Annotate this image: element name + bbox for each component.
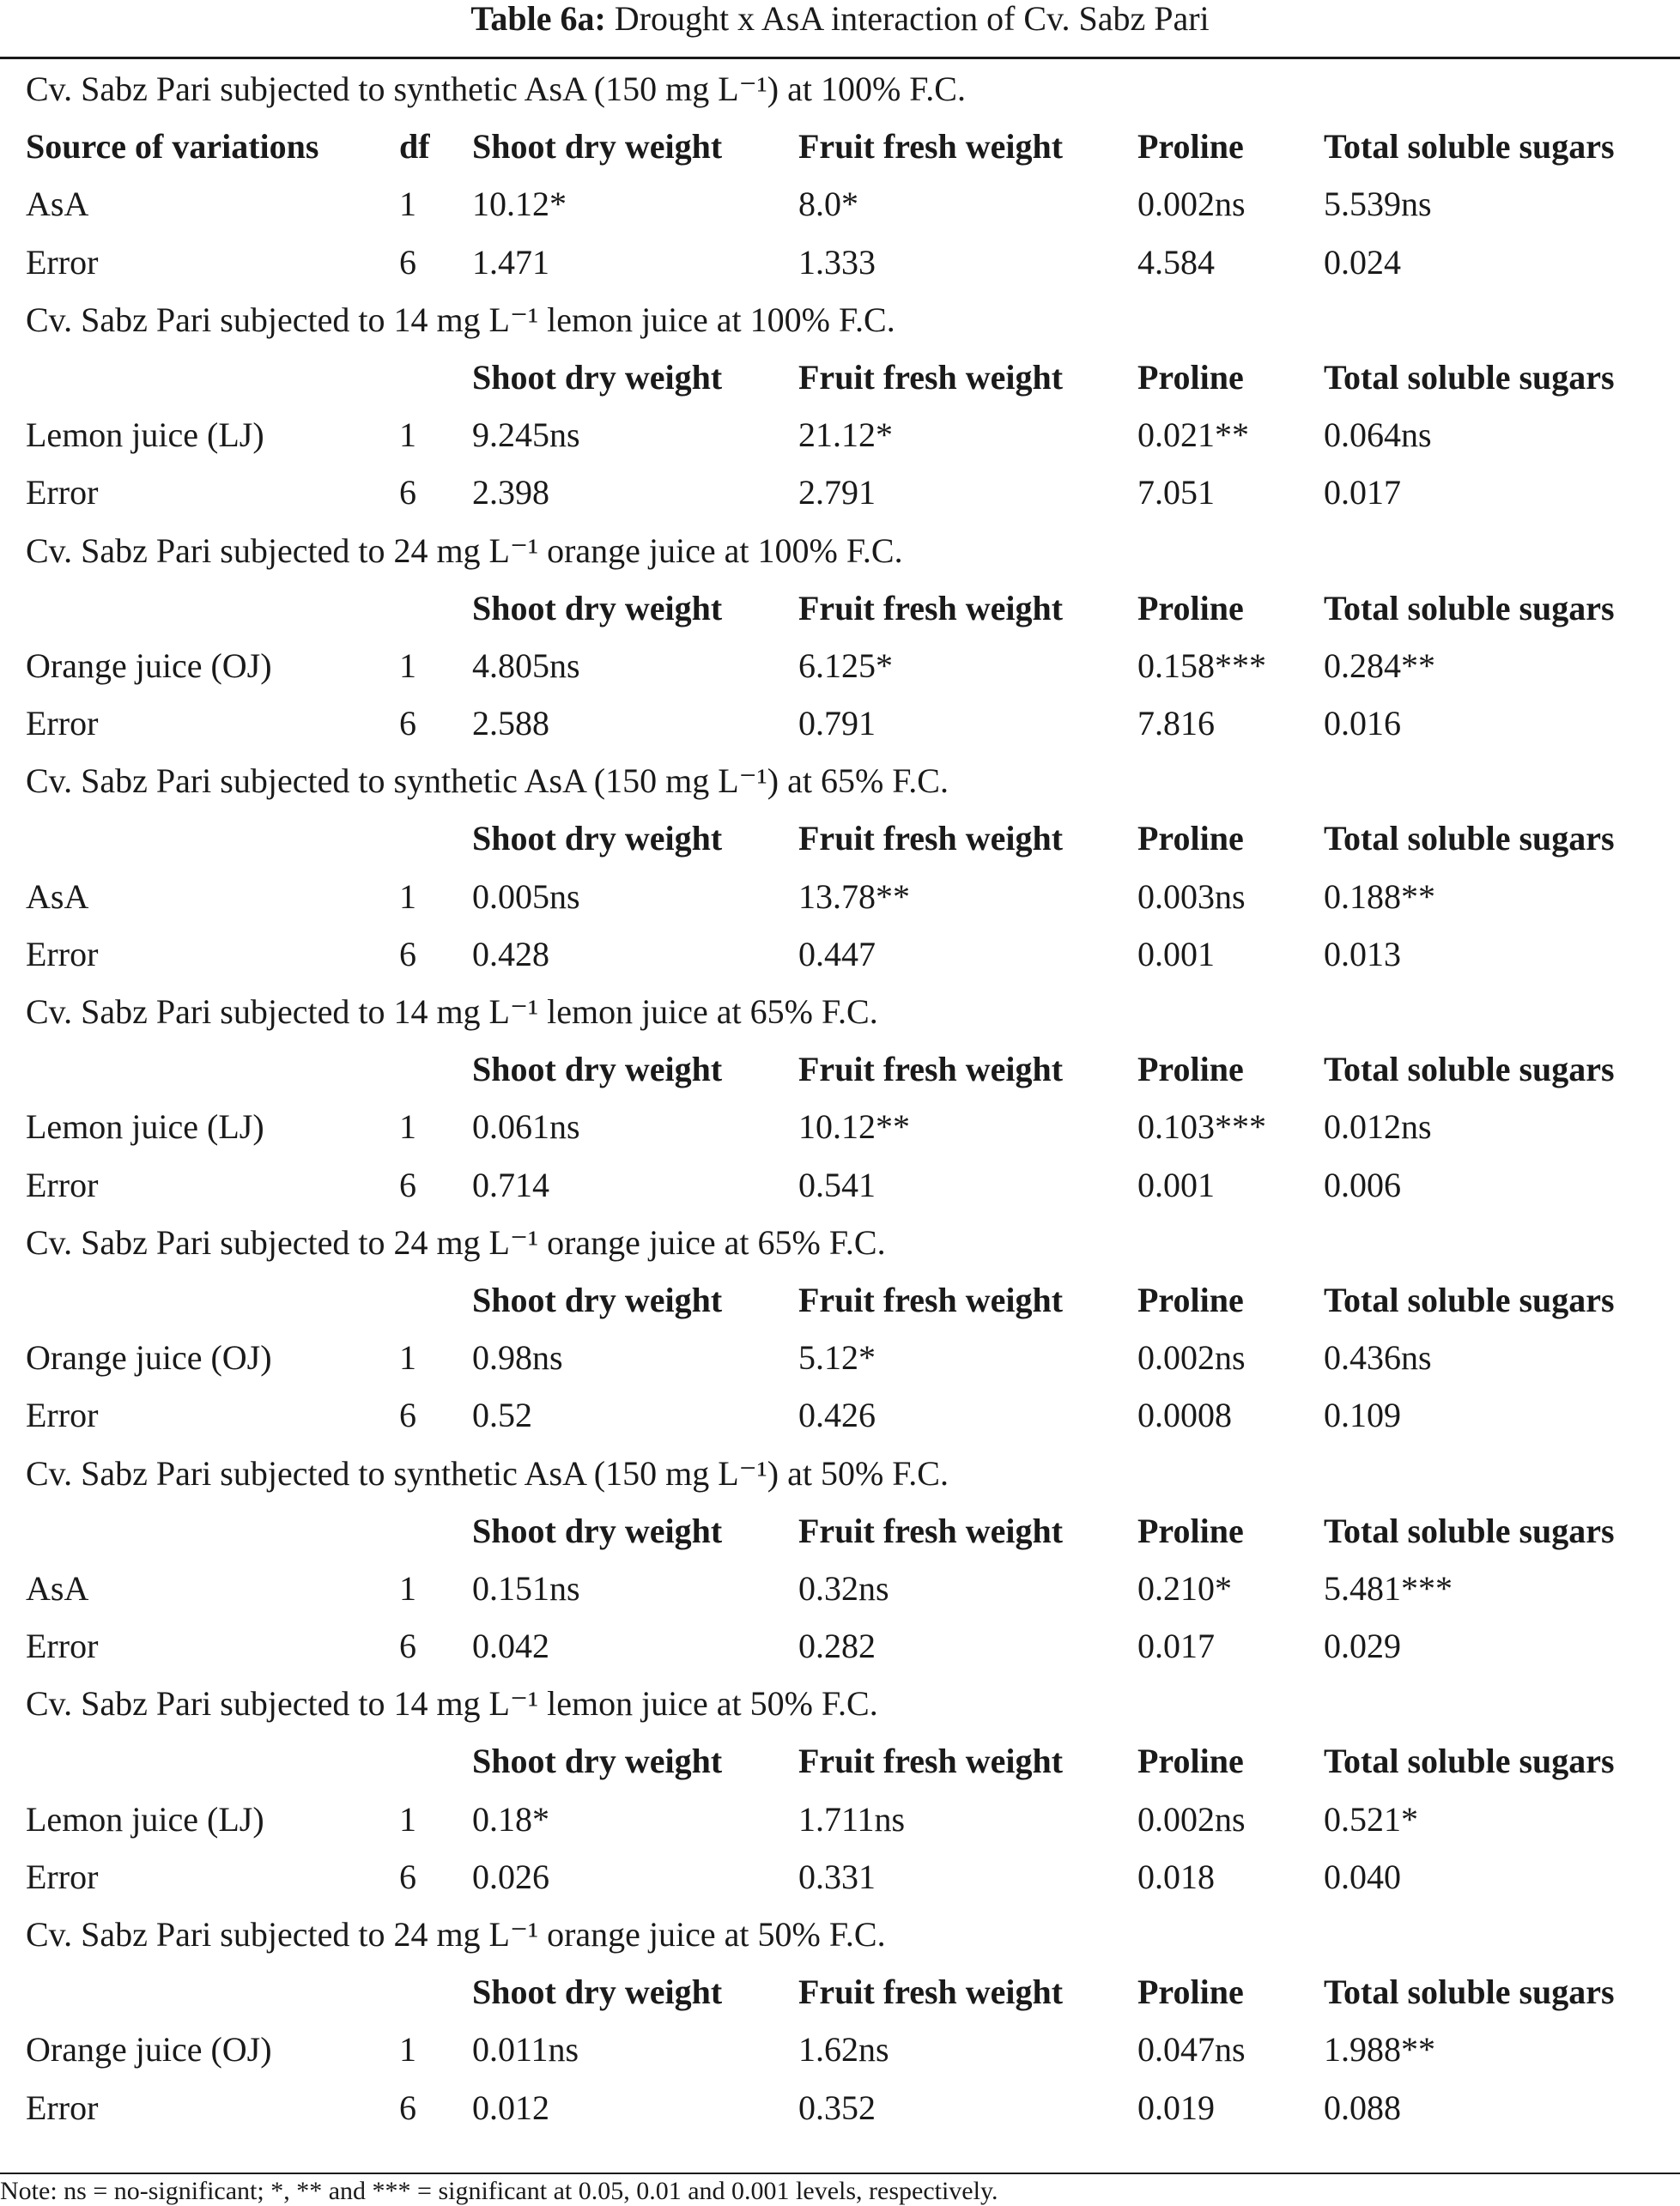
cell-shoot: 10.12* [472, 185, 567, 224]
cell-shoot: 0.428 [472, 934, 549, 973]
cell-fruit: 0.541 [798, 1165, 876, 1204]
cell-shoot: 0.061ns [472, 1107, 580, 1147]
cell-shoot: 1.471 [472, 242, 549, 282]
section-title-row [0, 522, 1680, 579]
column-header-row [0, 809, 1680, 867]
cell-proline: 0.001 [1137, 934, 1215, 973]
table-row [0, 1848, 1680, 1906]
table-row [0, 1098, 1680, 1155]
table-caption [0, 0, 1680, 53]
table-row [0, 694, 1680, 752]
header-sugars: Total soluble sugars [1324, 127, 1615, 167]
cell-fruit: 13.78** [798, 876, 910, 916]
table-row [0, 1560, 1680, 1617]
cell-df: 1 [399, 645, 416, 685]
cell-proline: 0.103*** [1137, 1107, 1266, 1147]
table-row [0, 1617, 1680, 1675]
cell-source: Lemon juice (LJ) [26, 1107, 264, 1147]
header-df: df [399, 127, 430, 167]
cell-proline: 0.002ns [1137, 1338, 1246, 1378]
section-title-row [0, 291, 1680, 348]
header-sugars: Total soluble sugars [1324, 819, 1615, 858]
header-shoot: Shoot dry weight [472, 1280, 723, 1319]
column-header-row [0, 1040, 1680, 1098]
cell-proline: 0.019 [1137, 2088, 1215, 2127]
header-source: Source of variations [26, 127, 319, 167]
cell-proline: 0.002ns [1137, 1799, 1246, 1839]
column-header-row [0, 1732, 1680, 1790]
header-shoot: Shoot dry weight [472, 127, 723, 167]
cell-proline: 0.018 [1137, 1857, 1215, 1896]
cell-shoot: 0.52 [472, 1396, 532, 1435]
table-row [0, 1386, 1680, 1444]
cell-df: 6 [399, 704, 416, 743]
table-row [0, 233, 1680, 291]
header-proline: Proline [1137, 1511, 1244, 1550]
table-row [0, 1156, 1680, 1214]
cell-fruit: 6.125* [798, 645, 893, 685]
cell-shoot: 0.042 [472, 1627, 549, 1666]
table-row [0, 868, 1680, 925]
section-title-row [0, 752, 1680, 809]
header-sugars: Total soluble sugars [1324, 1973, 1615, 2012]
cell-source: Orange juice (OJ) [26, 1338, 272, 1378]
anova-table [0, 60, 1680, 2136]
cell-fruit: 0.32ns [798, 1568, 889, 1608]
cell-sugars: 1.988** [1324, 2030, 1435, 2070]
cell-fruit: 0.352 [798, 2088, 876, 2127]
cell-source: AsA [26, 1568, 89, 1608]
header-proline: Proline [1137, 1973, 1244, 2012]
header-fruit: Fruit fresh weight [798, 1050, 1064, 1089]
header-shoot: Shoot dry weight [472, 1742, 723, 1781]
cell-fruit: 1.62ns [798, 2030, 889, 2070]
cell-source: Error [26, 242, 99, 282]
cell-source: Error [26, 1627, 99, 1666]
cell-sugars: 0.436ns [1324, 1338, 1432, 1378]
table-row [0, 2079, 1680, 2136]
header-shoot: Shoot dry weight [472, 357, 723, 397]
header-sugars: Total soluble sugars [1324, 588, 1615, 627]
section-title-row [0, 983, 1680, 1040]
table-note: Note: ns = no-significant; *, ** and *** = significant at 0.05, 0.01 and 0.001 levels, respectively. [0, 2177, 998, 2205]
header-sugars: Total soluble sugars [1324, 357, 1615, 397]
cell-fruit: 5.12* [798, 1338, 876, 1378]
cell-source: Error [26, 1857, 99, 1896]
cell-sugars: 0.029 [1324, 1627, 1401, 1666]
section-title: Cv. Sabz Pari subjected to 24 mg L⁻¹ orange juice at 100% F.C. [26, 530, 903, 570]
cell-source: Error [26, 2088, 99, 2127]
cell-sugars: 0.017 [1324, 473, 1401, 512]
column-header-row [0, 118, 1680, 175]
cell-proline: 4.584 [1137, 242, 1215, 282]
cell-source: Error [26, 473, 99, 512]
cell-df: 6 [399, 242, 416, 282]
header-fruit: Fruit fresh weight [798, 357, 1064, 397]
section-title: Cv. Sabz Pari subjected to synthetic AsA (150 mg L⁻¹) at 65% F.C. [26, 761, 949, 801]
cell-df: 1 [399, 185, 416, 224]
cell-sugars: 0.064ns [1324, 415, 1432, 455]
header-shoot: Shoot dry weight [472, 1050, 723, 1089]
column-header-row [0, 579, 1680, 637]
table-row [0, 2021, 1680, 2078]
header-shoot: Shoot dry weight [472, 1973, 723, 2012]
table-row [0, 1791, 1680, 1848]
cell-proline: 0.017 [1137, 1627, 1215, 1666]
cell-df: 6 [399, 1857, 416, 1896]
cell-df: 6 [399, 934, 416, 973]
cell-fruit: 0.447 [798, 934, 876, 973]
header-proline: Proline [1137, 588, 1244, 627]
cell-df: 1 [399, 876, 416, 916]
table-row [0, 1329, 1680, 1386]
header-sugars: Total soluble sugars [1324, 1050, 1615, 1089]
cell-proline: 0.047ns [1137, 2030, 1246, 2070]
table-row [0, 175, 1680, 233]
cell-df: 6 [399, 2088, 416, 2127]
cell-df: 6 [399, 1396, 416, 1435]
cell-shoot: 0.005ns [472, 876, 580, 916]
section-title-row [0, 1214, 1680, 1271]
cell-source: AsA [26, 185, 89, 224]
cell-sugars: 0.016 [1324, 704, 1401, 743]
header-proline: Proline [1137, 357, 1244, 397]
header-fruit: Fruit fresh weight [798, 1973, 1064, 2012]
cell-sugars: 0.521* [1324, 1799, 1418, 1839]
cell-shoot: 9.245ns [472, 415, 580, 455]
header-proline: Proline [1137, 1050, 1244, 1089]
cell-source: Lemon juice (LJ) [26, 415, 264, 455]
cell-sugars: 0.188** [1324, 876, 1435, 916]
section-title: Cv. Sabz Pari subjected to synthetic AsA (150 mg L⁻¹) at 50% F.C. [26, 1453, 949, 1493]
top-rule [0, 57, 1680, 59]
cell-df: 1 [399, 1107, 416, 1147]
cell-fruit: 0.791 [798, 704, 876, 743]
cell-df: 1 [399, 415, 416, 455]
cell-sugars: 0.088 [1324, 2088, 1401, 2127]
cell-sugars: 0.284** [1324, 645, 1435, 685]
cell-shoot: 0.714 [472, 1165, 549, 1204]
cell-fruit: 8.0* [798, 185, 858, 224]
cell-source: Error [26, 704, 99, 743]
section-title: Cv. Sabz Pari subjected to 24 mg L⁻¹ orange juice at 65% F.C. [26, 1222, 886, 1262]
table-label: Table 6a: [470, 0, 606, 38]
header-shoot: Shoot dry weight [472, 588, 723, 627]
cell-shoot: 0.18* [472, 1799, 549, 1839]
table-row [0, 464, 1680, 521]
section-title-row [0, 1906, 1680, 1963]
cell-source: AsA [26, 876, 89, 916]
cell-df: 1 [399, 1799, 416, 1839]
header-fruit: Fruit fresh weight [798, 588, 1064, 627]
table-row [0, 925, 1680, 983]
cell-proline: 7.051 [1137, 473, 1215, 512]
header-fruit: Fruit fresh weight [798, 1742, 1064, 1781]
cell-fruit: 21.12* [798, 415, 893, 455]
cell-source: Lemon juice (LJ) [26, 1799, 264, 1839]
cell-source: Error [26, 934, 99, 973]
cell-proline: 7.816 [1137, 704, 1215, 743]
cell-proline: 0.002ns [1137, 185, 1246, 224]
cell-shoot: 0.026 [472, 1857, 549, 1896]
cell-df: 6 [399, 1165, 416, 1204]
column-header-row [0, 348, 1680, 406]
header-sugars: Total soluble sugars [1324, 1742, 1615, 1781]
section-title: Cv. Sabz Pari subjected to synthetic AsA (150 mg L⁻¹) at 100% F.C. [26, 70, 966, 108]
header-fruit: Fruit fresh weight [798, 819, 1064, 858]
cell-df: 1 [399, 1568, 416, 1608]
cell-proline: 0.021** [1137, 415, 1249, 455]
cell-shoot: 2.398 [472, 473, 549, 512]
header-proline: Proline [1137, 127, 1244, 167]
header-fruit: Fruit fresh weight [798, 127, 1064, 167]
cell-df: 1 [399, 1338, 416, 1378]
cell-shoot: 0.012 [472, 2088, 549, 2127]
section-title-row [0, 1675, 1680, 1732]
header-sugars: Total soluble sugars [1324, 1511, 1615, 1550]
cell-fruit: 0.426 [798, 1396, 876, 1435]
header-proline: Proline [1137, 1742, 1244, 1781]
cell-fruit: 1.333 [798, 242, 876, 282]
cell-sugars: 0.013 [1324, 934, 1401, 973]
cell-source: Error [26, 1396, 99, 1435]
header-proline: Proline [1137, 819, 1244, 858]
cell-shoot: 0.011ns [472, 2030, 579, 2070]
section-title: Cv. Sabz Pari subjected to 24 mg L⁻¹ orange juice at 50% F.C. [26, 1915, 886, 1954]
section-title-row [0, 60, 1680, 118]
section-title: Cv. Sabz Pari subjected to 14 mg L⁻¹ lemon juice at 65% F.C. [26, 992, 878, 1031]
cell-fruit: 0.331 [798, 1857, 876, 1896]
section-title-row [0, 1445, 1680, 1502]
cell-source: Error [26, 1165, 99, 1204]
cell-proline: 0.210* [1137, 1568, 1232, 1608]
column-header-row [0, 1963, 1680, 2021]
header-shoot: Shoot dry weight [472, 819, 723, 858]
header-shoot: Shoot dry weight [472, 1511, 723, 1550]
header-sugars: Total soluble sugars [1324, 1280, 1615, 1319]
cell-sugars: 0.012ns [1324, 1107, 1432, 1147]
column-header-row [0, 1502, 1680, 1560]
cell-fruit: 10.12** [798, 1107, 910, 1147]
section-title: Cv. Sabz Pari subjected to 14 mg L⁻¹ lemon juice at 50% F.C. [26, 1684, 878, 1724]
table-row [0, 406, 1680, 464]
cell-proline: 0.003ns [1137, 876, 1246, 916]
cell-source: Orange juice (OJ) [26, 645, 272, 685]
cell-fruit: 1.711ns [798, 1799, 906, 1839]
cell-sugars: 0.024 [1324, 242, 1401, 282]
table-row [0, 637, 1680, 694]
cell-shoot: 4.805ns [472, 645, 580, 685]
cell-shoot: 2.588 [472, 704, 549, 743]
cell-sugars: 0.040 [1324, 1857, 1401, 1896]
cell-sugars: 5.539ns [1324, 185, 1432, 224]
cell-fruit: 0.282 [798, 1627, 876, 1666]
header-proline: Proline [1137, 1280, 1244, 1319]
cell-proline: 0.158*** [1137, 645, 1266, 685]
section-title: Cv. Sabz Pari subjected to 14 mg L⁻¹ lemon juice at 100% F.C. [26, 300, 895, 339]
cell-fruit: 2.791 [798, 473, 876, 512]
cell-sugars: 0.006 [1324, 1165, 1401, 1204]
table-title: Drought x AsA interaction of Cv. Sabz Pari [614, 0, 1210, 38]
column-header-row [0, 1271, 1680, 1329]
cell-df: 6 [399, 473, 416, 512]
cell-proline: 0.0008 [1137, 1396, 1232, 1435]
cell-sugars: 5.481*** [1324, 1568, 1453, 1608]
cell-sugars: 0.109 [1324, 1396, 1401, 1435]
cell-source: Orange juice (OJ) [26, 2030, 272, 2070]
cell-proline: 0.001 [1137, 1165, 1215, 1204]
cell-shoot: 0.151ns [472, 1568, 580, 1608]
cell-df: 6 [399, 1627, 416, 1666]
header-fruit: Fruit fresh weight [798, 1280, 1064, 1319]
cell-shoot: 0.98ns [472, 1338, 563, 1378]
header-fruit: Fruit fresh weight [798, 1511, 1064, 1550]
cell-df: 1 [399, 2030, 416, 2070]
